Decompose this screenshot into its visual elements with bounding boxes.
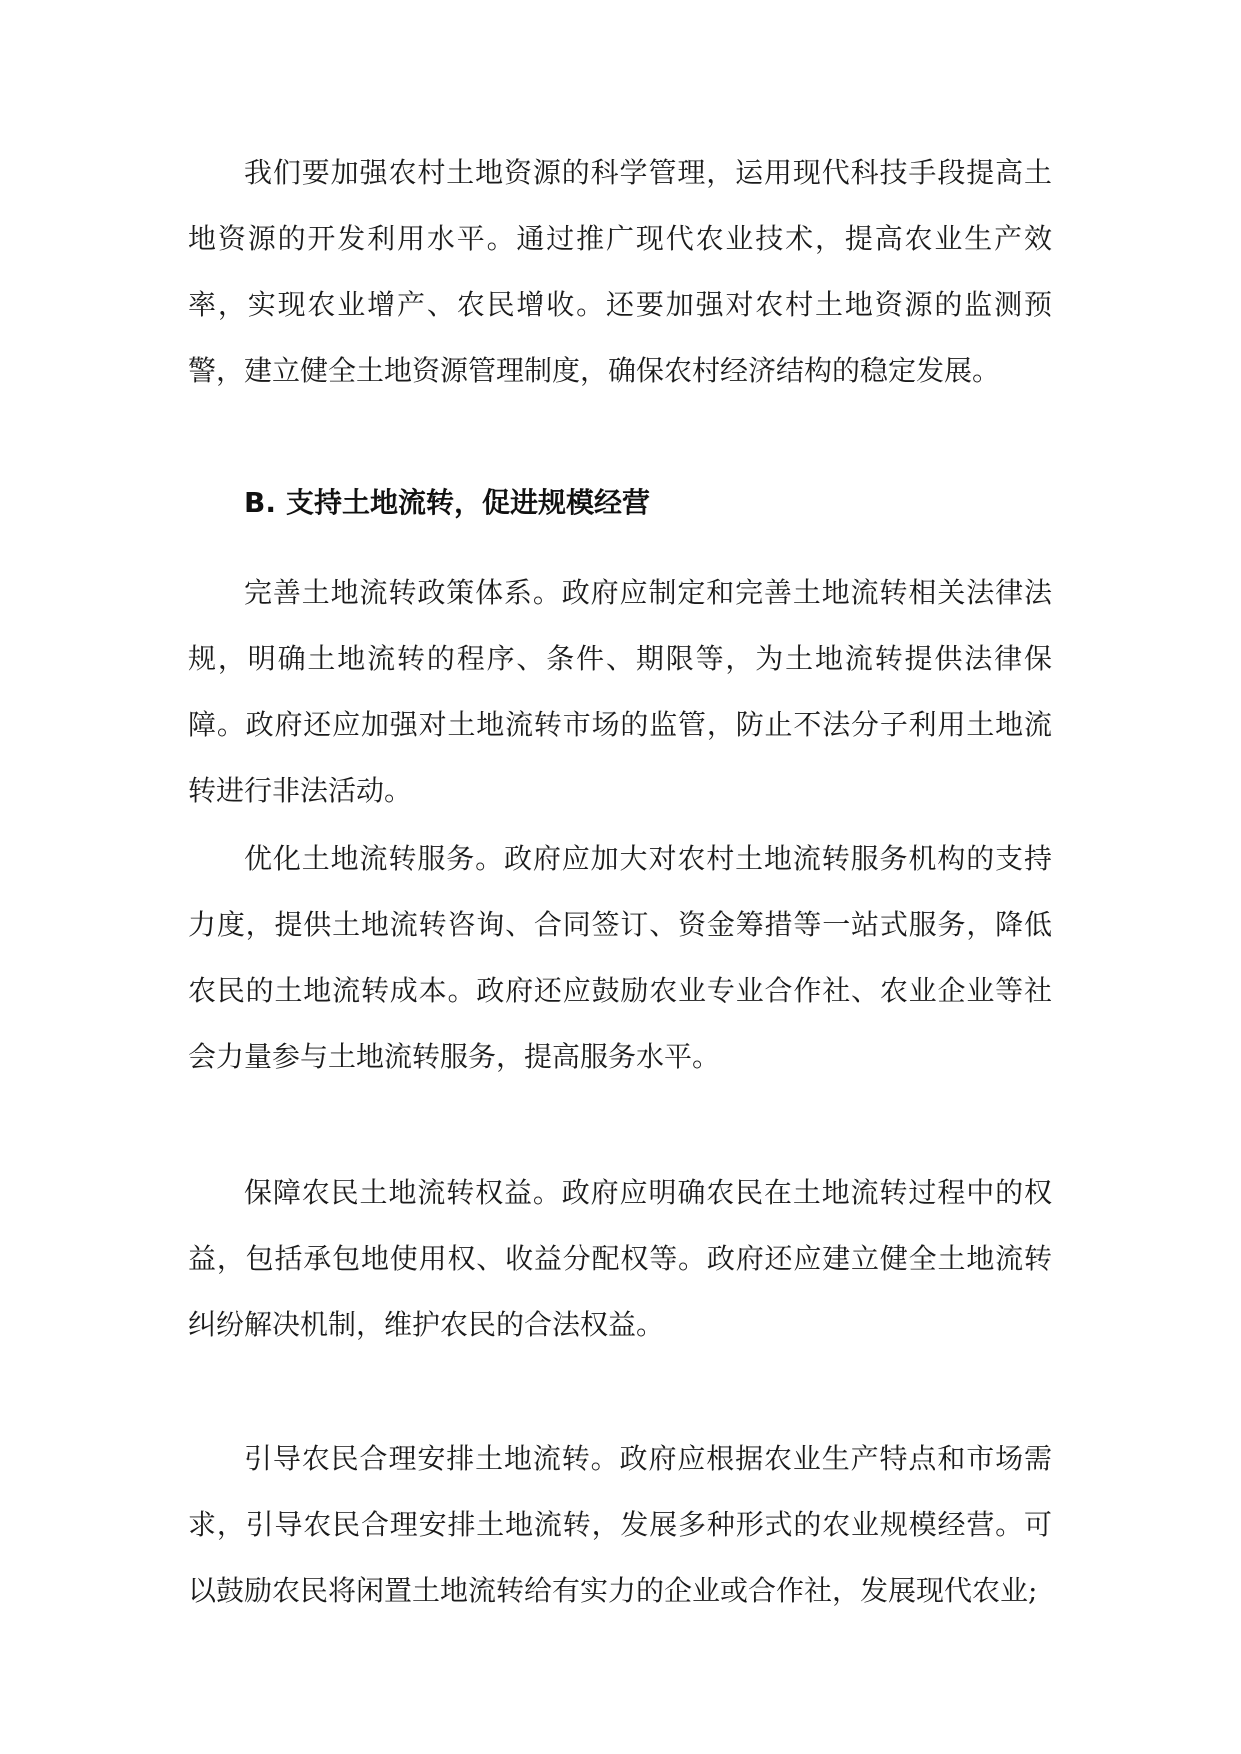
section-marker: B.: [244, 486, 276, 519]
paragraph-policy-system: 完善土地流转政策体系。政府应制定和完善土地流转相关法律法规，明确土地流转的程序、条件、期限等，为土地流转提供法律保障。政府还应加强对土地流转市场的监管，防止不法分子利用土地流转进行非法活动。: [188, 576, 1052, 807]
paragraph-farmer-rights: 保障农民土地流转权益。政府应明确农民在土地流转过程中的权益，包括承包地使用权、收益分配权等。政府还应建立健全土地流转纠纷解决机制，维护农民的合法权益。: [188, 1176, 1052, 1341]
section-heading: [244, 470, 650, 536]
paragraph-transfer-services: 优化土地流转服务。政府应加大对农村土地流转服务机构的支持力度，提供土地流转咨询、合同签订、资金筹措等一站式服务，降低农民的土地流转成本。政府还应鼓励农业专业合作社、农业企业等社会力量参与土地流转服务，提高服务水平。: [188, 842, 1052, 1073]
paragraph-land-management: 我们要加强农村土地资源的科学管理，运用现代科技手段提高土地资源的开发利用水平。通过推广现代农业技术，提高农业生产效率，实现农业增产、农民增收。还要加强对农村土地资源的监测预警，建立健全土地资源管理制度，确保农村经济结构的稳定发展。: [188, 156, 1052, 387]
section-title: 支持土地流转，促进规模经营: [286, 486, 651, 519]
paragraph-guide-farmers: 引导农民合理安排土地流转。政府应根据农业生产特点和市场需求，引导农民合理安排土地流转，发展多种形式的农业规模经营。可以鼓励农民将闲置土地流转给有实力的企业或合作社，发展现代农业;: [188, 1442, 1052, 1607]
